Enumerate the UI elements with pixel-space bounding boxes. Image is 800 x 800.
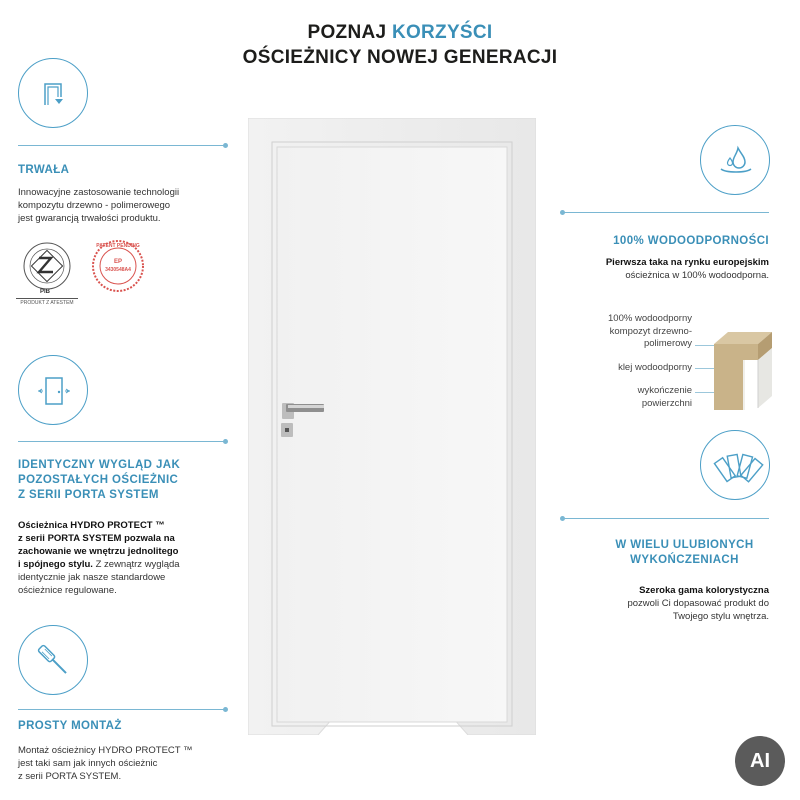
composite-profile-image [708, 330, 774, 410]
layer-label-composite: 100% wodoodporny kompozyt drzewno- polimerowy [608, 313, 692, 349]
door-frame-icon [18, 58, 88, 128]
wykonczenia-heading: W WIELU ULUBIONYCH WYKOŃCZENIACH [615, 539, 754, 566]
montaz-heading: PROSTY MONTAŻ [18, 720, 122, 732]
rule-end-dot [223, 143, 228, 148]
wykonczenia-text: Szeroka gama kolorystyczna pozwoli Ci dopasować produkt do Twojego stylu wnętrza. [627, 585, 769, 622]
trwala-text: Innowacyjne zastosowanie technologii kompozytu drzewno - polimerowego jest gwarancją trwałości produktu. [18, 187, 180, 224]
page-title-line1: POZNAJ KORZYŚCI [307, 22, 493, 43]
section-rule [562, 518, 769, 519]
certificate-badge: PIB PRODUKT Z ATESTEM [12, 238, 82, 308]
layer-label-glue: klej wodoodporny [618, 362, 692, 373]
door-icon [18, 355, 88, 425]
ai-badge: AI [735, 736, 785, 786]
section-rule [18, 441, 225, 442]
rule-end-dot [223, 439, 228, 444]
trwala-heading: TRWAŁA [18, 164, 70, 176]
identyczny-text: Ościeżnica HYDRO PROTECT ™ z serii PORTA SYSTEM pozwala na zachowanie we wnętrzu jednolitego i spójnego stylu. Z zewnątrz wygląda identycznie jak nasze standardowe ościeżnice regulowane. [18, 520, 180, 596]
wodo-heading: 100% WODOODPORNOŚCI [613, 235, 769, 247]
title-accent: KORZYŚCI [391, 22, 493, 43]
page-title-line2: OŚCIEŻNICY NOWEJ GENERACJI [242, 47, 558, 68]
section-rule [18, 709, 225, 710]
section-rule [18, 145, 225, 146]
rule-end-dot [223, 707, 228, 712]
door-illustration [248, 118, 536, 735]
screwdriver-icon [18, 625, 88, 695]
section-rule [562, 212, 769, 213]
identyczny-heading: IDENTYCZNY WYGLĄD JAK POZOSTAŁYCH OŚCIEŻNIC Z SERII PORTA SYSTEM [18, 459, 181, 501]
wodo-text: Pierwsza taka na rynku europejskim ościeżnica w 100% wodoodporna. [605, 257, 769, 281]
patent-pending-badge: PATENT PENDING EP 3430548A4 [90, 238, 146, 294]
layer-label-finish: wykończenie powierzchni [637, 385, 692, 409]
color-swatches-icon [700, 430, 770, 500]
montaz-text: Montaż ościeżnicy HYDRO PROTECT ™ jest taki sam jak innych ościeżnic z serii PORTA SYSTEM. [18, 745, 193, 782]
water-drop-icon [700, 125, 770, 195]
